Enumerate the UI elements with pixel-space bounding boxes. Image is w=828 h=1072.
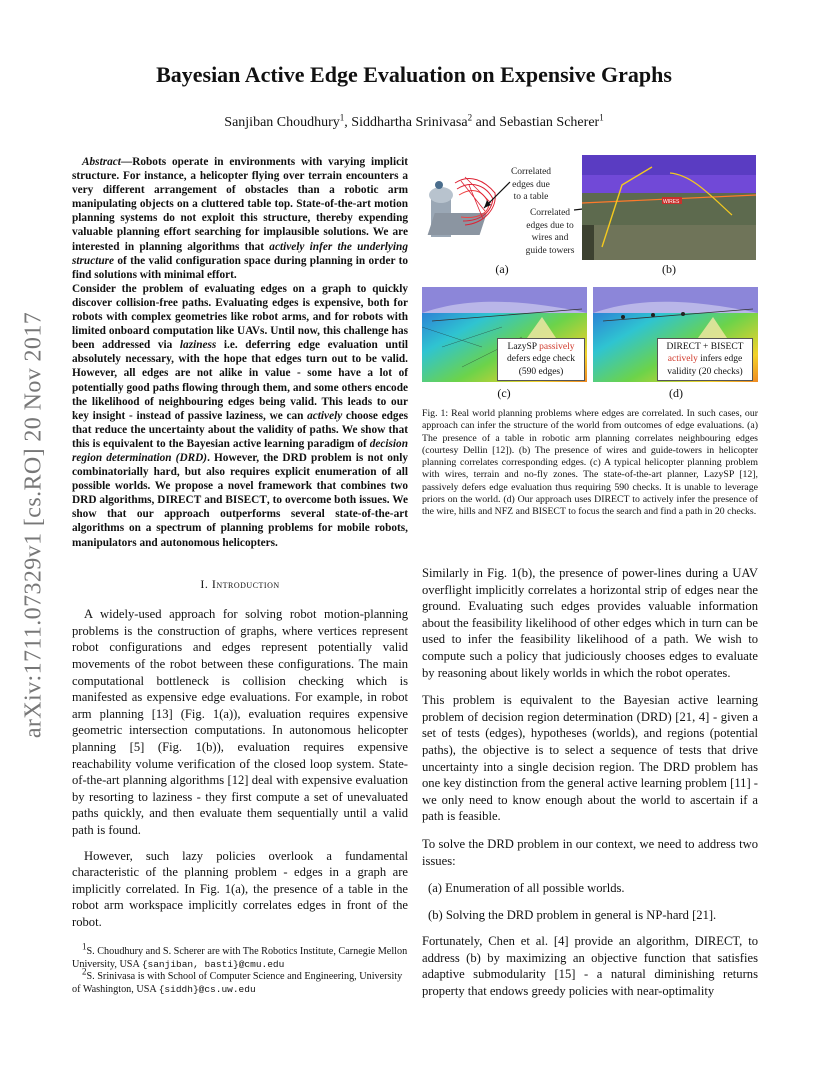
abstract-emphasis: actively infer the underlying structure — [72, 240, 408, 267]
figure-panel-b-image — [582, 155, 756, 260]
abstract-emphasis: laziness — [179, 339, 217, 352]
abstract-text: I — [232, 494, 238, 507]
arxiv-stamp — [14, 285, 54, 765]
abstract-text: SEC — [237, 494, 260, 507]
figure-label-d: (d) — [669, 386, 683, 400]
arxiv-id-text: arXiv:1711.07329v1 [cs.RO] 20 Nov 2017 — [20, 311, 47, 739]
direct-bisect-badge — [657, 338, 753, 381]
abstract-text: —Robots operate in environments with varying implicit structure. For instance, a helicopter flying over terrain encounters a very different arrangement of obstacles than a robotic arm manipulating objects on a cluttered table top. State-of-the-art motion planning systems do not exploit this structure, thereby expending valuable planning effort searching for implausible solutions. We are interested in planning algorithms that — [72, 156, 408, 253]
list-item: (a) Enumeration of all possible worlds. — [428, 881, 625, 896]
badge-text: validity (20 checks) — [667, 366, 743, 377]
figure-label-c: (c) — [497, 386, 511, 400]
author-name: Siddhartha Srinivasa — [351, 115, 468, 130]
abstract-emphasis: decision region determination (DRD) — [72, 437, 408, 464]
abstract-text: i.e. deferring edge evaluation until absolutely necessary, with the hope that edges turn out to be valid. However, all edges are not alike in value - some have a lot of potentially good paths flowing through them, and some others encode the likelihood of neighbouring edges being valid. This leads to our key insight - instead of passive laziness, we can — [72, 339, 408, 422]
footnote-mark: 1 — [82, 941, 87, 952]
abstract-label: Abstract — [82, 156, 121, 168]
author-name: Sebastian Scherer — [499, 115, 600, 130]
footnote-mark: 2 — [82, 966, 87, 977]
abstract-text: I — [165, 494, 170, 507]
paper-title: Bayesian Active Edge Evaluation on Expensive Graphs — [156, 62, 672, 87]
footnote-text: S. Choudhury and S. Scherer are with The Robotics Institute, Carnegie Mellon University, USA — [72, 946, 408, 970]
figure-label-a: (a) — [495, 262, 509, 276]
author-line — [60, 112, 768, 131]
footnote-1 — [72, 941, 408, 971]
lazysp-badge — [497, 338, 585, 381]
footnote-email: {siddh}@cs.uw.edu — [158, 983, 256, 995]
callout-table: Correlated edges due to a table — [510, 167, 552, 203]
intro-paragraph-2: However, such lazy policies overlook a fundamental characteristic of the planning problem - edges in a graph are implicitly correlated. In Fig. 1(a), the presence of a table in the robot arm workspace implicitly correlates edges in front of the robot. — [72, 848, 408, 929]
abstract-text: and B — [201, 494, 233, 507]
abstract-text: . However, the DRD problem is not only combinatorially hard, but also requires explicit enumeration of all possible worlds. We propose a novel framework that combines two DRD algorithms, D — [72, 451, 408, 507]
footnotes — [72, 941, 408, 996]
abstract-text: REC — [169, 494, 194, 507]
badge-emphasis: passively — [539, 342, 575, 352]
badge-text: (590 edges) — [518, 366, 564, 377]
author-separator: and — [472, 115, 500, 130]
abstract-text: of the valid configuration space during planning in order to find solutions with minimal effort. — [72, 254, 408, 281]
paragraph: This problem is equivalent to the Bayesian active learning problem of decision region determination (DRD) [21, 4] - given a set of tests (edges), hypotheses (worlds), and regions (potential paths), the objective is to select a sequence of tests that drive uncertainty into a single decision region. The DRD problem has one key distinction from the general active learning problem [11] - we only need to know enough about the world to ascertain if a path is feasible. — [422, 693, 758, 824]
footnote-text: S. Srinivasa is with School of Computer Science and Engineering, University of Washington, USA — [72, 971, 403, 995]
badge-text: infers edge — [697, 354, 743, 365]
footnote-2 — [72, 966, 408, 996]
section-title: Introduction — [211, 576, 280, 591]
badge-text: defers edge check — [506, 354, 576, 365]
badge-text: DIRECT + BISECT — [666, 342, 744, 352]
wires-label: WIRES — [663, 199, 680, 205]
callout-wires: Correlated edges due to wires and guide towers — [525, 208, 575, 257]
footnote-email: {sanjiban, basti}@cmu.edu — [141, 958, 285, 970]
abstract-emphasis: actively — [307, 409, 343, 422]
figure-caption: Fig. 1: Real world planning problems where edges are correlated. In such cases, our approach can infer the structure of the world from outcomes of edge evaluations. (a) The presence of a table in robotic arm planning correlates neighbouring edges (courtesy Dellin [12]). (b) The presence of wires and guide-towers in helicopter planning correlates corresponding edges. (c) A typical helicopter planning problem with wires, terrain and no-fly zones. The state-of-the-art planner, LazySP [12], passively defers edge evaluation thus requiring 590 checks. It is unable to leverage priors on the world. (d) Our approach uses DIRECT to actively infer the presence of the wire, hills and NFZ and BISECT to focus the search and find a path in 20 checks. — [422, 408, 758, 518]
abstract-text: choose edges that reduce the uncertainty about the validity of paths. We show that this is equivalent to the Bayesian active learning paradigm of — [72, 409, 408, 450]
badge-emphasis: actively — [667, 354, 698, 365]
section-heading-introduction — [72, 576, 408, 593]
author-name: Sanjiban Choudhury — [224, 115, 340, 130]
abstract-text: , to overcome both issues. We show that our approach outperforms several state-of-the-art algorithms on a spectrum of planning problems for mobile robots, manipulators and autonomous helicopters. — [72, 494, 408, 549]
affiliation-mark: 1 — [599, 112, 604, 123]
paragraph: To solve the DRD problem in our context, we need to address two issues: — [422, 836, 758, 868]
intro-paragraph-1: A widely-used approach for solving robot motion-planning problems is the construction of graphs, where vertices represent robot configurations and edges represent potentially valid movements of the robot between these configurations. The main computational bottleneck is collision checking which is manifested as expensive edge evaluations. For example, in robot arm planning [13] (Fig. 1(a)), evaluation requires expensive geometric intersection computations. In autonomous helicopter planning [5] (Fig. 1(b)), evaluation requires expensive reachability volume verification of the closed loop system. State-of-the-art planning algorithms [12] deal with expensive evaluation by resorting to laziness - they first compute a set of unevaluated paths quickly, and then evaluate them sequentially until a valid path is found. — [72, 607, 408, 837]
affiliation-mark: 1 — [339, 112, 345, 123]
abstract — [72, 155, 408, 550]
right-column — [422, 565, 758, 1011]
affiliation-mark: 2 — [467, 112, 473, 123]
callout-arrow-a — [478, 178, 518, 218]
abstract-text: Consider the problem of evaluating edges on a graph to quickly discover collision-free paths. Evaluating edges is expensive, both for robots with complex geometries like robot arms, and for robots with limited onboard computation like UAVs. Until now, this challenge has been addressed via — [72, 282, 408, 352]
list-item: (b) Solving the DRD problem in general is NP-hard [21]. — [428, 907, 717, 922]
figure-label-b: (b) — [662, 262, 676, 276]
left-column — [72, 155, 408, 940]
paragraph: Similarly in Fig. 1(b), the presence of power-lines during a UAV overflight implicitly correlates a horizontal strip of edges near the ground. Evaluating such edges provides valuable information about the feasibility likelihood of other edges which in turn can be used to infer the feasibility likelihood of a path. We wish to compute such a policy that judiciously chooses edges to evaluate by reasoning about likely worlds in which the robot operates. — [422, 566, 758, 680]
section-number: I. — [200, 576, 212, 591]
paragraph: Fortunately, Chen et al. [4] provide an algorithm, DIRECT, to address (b) by maximizing an objective function that satisfies adaptive submodularity [15] - a natural diminishing returns property that endows greedy policies with near-optimality — [422, 934, 758, 999]
abstract-text: T — [193, 494, 202, 507]
author-separator: , — [344, 115, 352, 130]
badge-text: LazySP — [507, 342, 540, 352]
abstract-text: T — [259, 494, 267, 507]
